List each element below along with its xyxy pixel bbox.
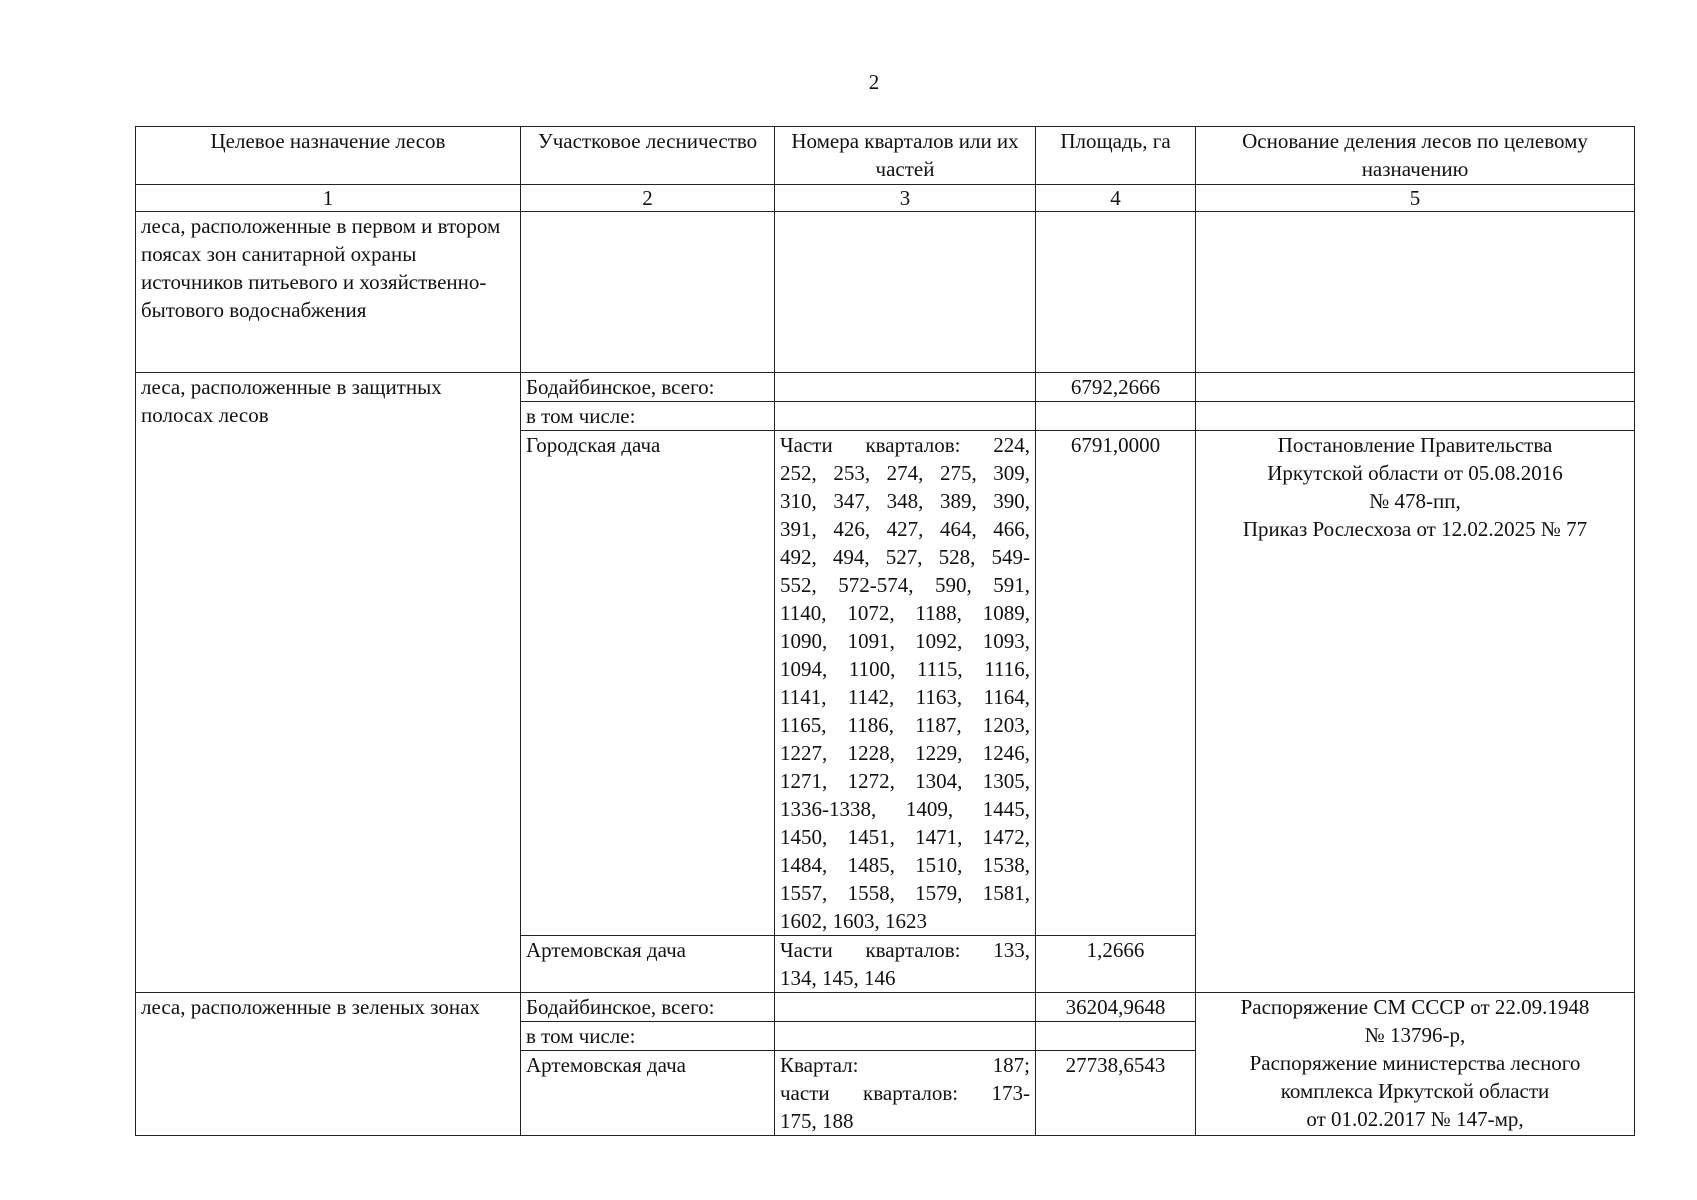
- quarters-line: 1141, 1142, 1163, 1164,: [780, 685, 1030, 709]
- area-cell: [1036, 212, 1196, 373]
- purpose-cell: леса, расположенные в защитных полосах лесов: [136, 373, 521, 993]
- basis-line: № 478-пп,: [1369, 489, 1461, 513]
- basis-cell: [1196, 212, 1635, 373]
- quarters-line: 252, 253, 274, 275, 309,: [780, 461, 1030, 485]
- header-quarters: Номера кварталов или их частей: [775, 127, 1036, 185]
- quarters-line: Квартал: 187;: [780, 1053, 1030, 1077]
- quarters-line: Части кварталов: 133,: [780, 938, 1030, 962]
- quarters-cell: [775, 1051, 1036, 1136]
- quarters-line: 1090, 1091, 1092, 1093,: [780, 629, 1030, 653]
- basis-cell: [1196, 402, 1635, 431]
- header-row: [136, 127, 1635, 185]
- purpose-cell: леса, расположенные в зеленых зонах: [136, 993, 521, 1136]
- column-number: 4: [1036, 185, 1196, 212]
- header-forestry: Участковое лесничество: [521, 127, 775, 185]
- quarters-line: 1602, 1603, 1623: [780, 909, 927, 933]
- basis-cell: [1196, 993, 1635, 1136]
- forest-purpose-table: [135, 126, 1635, 1136]
- basis-line: Распоряжение министерства лесного: [1249, 1051, 1581, 1075]
- quarters-line: 1140, 1072, 1188, 1089,: [780, 601, 1030, 625]
- quarters-line: 1271, 1272, 1304, 1305,: [780, 769, 1030, 793]
- basis-line: Иркутской области от 05.08.2016: [1267, 461, 1563, 485]
- quarters-line: 552, 572-574, 590, 591,: [780, 573, 1030, 597]
- area-total-cell: 36204,9648: [1036, 993, 1196, 1022]
- forestry-total-cell: Бодайбинское, всего:: [521, 373, 775, 402]
- quarters-line: 134, 145, 146: [780, 966, 896, 990]
- quarters-line: 310, 347, 348, 389, 390,: [780, 489, 1030, 513]
- quarters-cell: [775, 431, 1036, 936]
- forestry-cell: [521, 212, 775, 373]
- column-number: 5: [1196, 185, 1635, 212]
- quarters-line: 175, 188: [780, 1109, 854, 1133]
- including-label: в том числе:: [521, 1022, 775, 1051]
- basis-line: от 01.02.2017 № 147-мр,: [1306, 1107, 1524, 1131]
- table-row-sanitary-zones: [136, 212, 1635, 373]
- quarters-cell: [775, 1022, 1036, 1051]
- forestry-cell: Артемовская дача: [521, 1051, 775, 1136]
- quarters-line: 1450, 1451, 1471, 1472,: [780, 825, 1030, 849]
- forestry-cell: Городская дача: [521, 431, 775, 936]
- header-area: Площадь, га: [1036, 127, 1196, 185]
- basis-cell: [1196, 431, 1635, 993]
- quarters-cell: [775, 936, 1036, 993]
- quarters-line: 391, 426, 427, 464, 466,: [780, 517, 1030, 541]
- quarters-line: 1336-1338, 1409, 1445,: [780, 797, 1030, 821]
- quarters-cell: [775, 993, 1036, 1022]
- area-cell: 27738,6543: [1036, 1051, 1196, 1136]
- forestry-total-cell: Бодайбинское, всего:: [521, 993, 775, 1022]
- basis-line: Постановление Правительства: [1277, 433, 1553, 457]
- area-total-cell: 6792,2666: [1036, 373, 1196, 402]
- basis-line: Распоряжение СМ СССР от 22.09.1948: [1240, 995, 1590, 1019]
- header-basis: Основание деления лесов по целевому назначению: [1196, 127, 1635, 185]
- area-cell: 1,2666: [1036, 936, 1196, 993]
- area-cell: [1036, 402, 1196, 431]
- quarters-line: 1557, 1558, 1579, 1581,: [780, 881, 1030, 905]
- quarters-cell: [775, 402, 1036, 431]
- basis-line: комплекса Иркутской области: [1280, 1079, 1550, 1103]
- forestry-cell: Артемовская дача: [521, 936, 775, 993]
- table-row-protective-strips-total: [136, 373, 1635, 402]
- column-number: 1: [136, 185, 521, 212]
- basis-line: Приказ Рослесхоза от 12.02.2025 № 77: [1242, 517, 1588, 541]
- quarters-line: 1484, 1485, 1510, 1538,: [780, 853, 1030, 877]
- header-purpose: Целевое назначение лесов: [136, 127, 521, 185]
- quarters-line: 1227, 1228, 1229, 1246,: [780, 741, 1030, 765]
- table-row-green-zones-total: [136, 993, 1635, 1022]
- quarters-line: 492, 494, 527, 528, 549-: [780, 545, 1030, 569]
- quarters-line: 1165, 1186, 1187, 1203,: [780, 713, 1030, 737]
- purpose-cell: леса, расположенные в первом и втором поясах зон санитарной охраны источников питьевого и хозяйственно-бытового водоснабжения: [136, 212, 521, 373]
- page-number: 2: [868, 70, 880, 94]
- quarters-cell: [775, 212, 1036, 373]
- quarters-line: части кварталов: 173-: [780, 1081, 1030, 1105]
- column-number-row: [136, 185, 1635, 212]
- including-label: в том числе:: [521, 402, 775, 431]
- quarters-line: Части кварталов: 224,: [780, 433, 1030, 457]
- column-number: 3: [775, 185, 1036, 212]
- column-number: 2: [521, 185, 775, 212]
- area-cell: [1036, 1022, 1196, 1051]
- quarters-line: 1094, 1100, 1115, 1116,: [780, 657, 1030, 681]
- area-cell: 6791,0000: [1036, 431, 1196, 936]
- basis-line: № 13796-р,: [1364, 1023, 1466, 1047]
- quarters-cell: [775, 373, 1036, 402]
- basis-cell: [1196, 373, 1635, 402]
